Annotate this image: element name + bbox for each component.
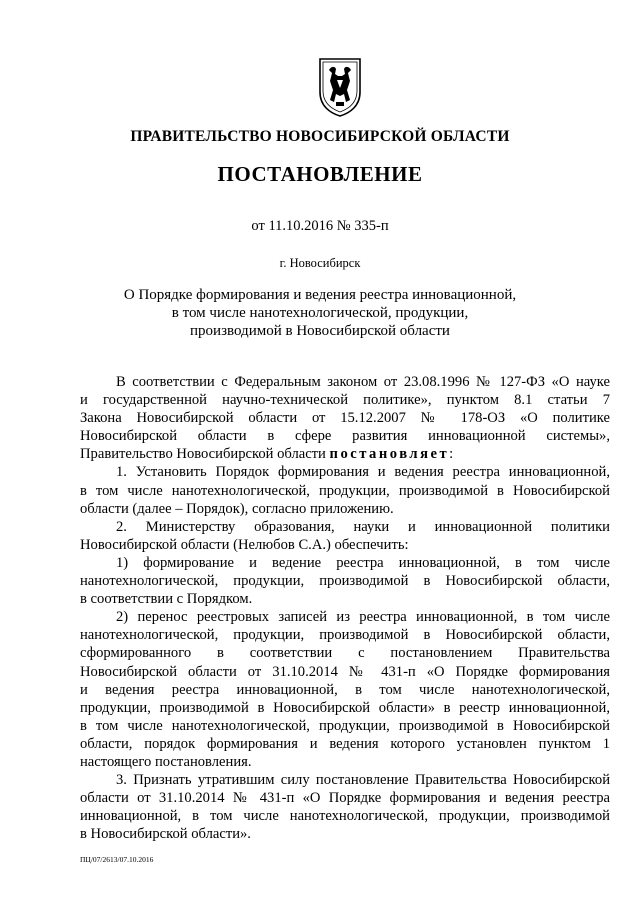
text-line: области (далее – Порядок), согласно приложению. (80, 500, 394, 517)
text-line: нанотехнологической, продукции, производимой в Новосибирской области, (80, 627, 610, 644)
paragraph-preamble (80, 373, 610, 463)
text-line: области от 31.10.2014 № 431-п «О Порядке формирования и ведения реестра (80, 790, 610, 807)
text-line: 2) перенос реестровых записей из реестра инновационной, в том числе (116, 609, 610, 626)
text-line: 1. Установить Порядок формирования и ведения реестра инновационной, (116, 464, 610, 481)
text-line: Новосибирской области (Нелюбов С.А.) обеспечить: (80, 536, 409, 553)
text-line: в том числе нанотехнологической, продукции, производимой в Новосибирской (80, 482, 610, 499)
text-line: нанотехнологической, продукции, производимой в Новосибирской области, (80, 573, 610, 590)
text-line: продукции, производимой в Новосибирской области» в реестр инновационной, (80, 699, 610, 716)
text-line: 2. Министерству образования, науки и инновационной политики (116, 518, 610, 535)
text-line: Новосибирской области в сфере развития инновационной системы», (80, 428, 610, 445)
text-fragment: : (449, 446, 454, 463)
document-title (0, 286, 640, 340)
title-line: в том числе нанотехнологической, продукции, (171, 305, 469, 321)
text-line: в Новосибирской области». (80, 826, 251, 843)
date-and-number: от 11.10.2016 № 335-п (251, 218, 389, 234)
footer-code: ПЦ/07/2613/07.10.2016 (80, 855, 154, 864)
text-fragment: Правительство Новосибирской области (80, 446, 330, 463)
text-line: в соответствии с Порядком. (80, 591, 253, 608)
paragraph-subitem-2 (80, 608, 610, 771)
text-line: настоящего постановления. (80, 753, 252, 770)
text-line: Новосибирской области от 31.10.2014 № 431-п «О Порядке формирования (80, 663, 610, 680)
paragraph-item-3 (80, 771, 610, 843)
text-line: инновационной, в том числе нанотехнологической, продукции, производимой (80, 808, 610, 825)
city: г. Новосибирск (279, 256, 361, 270)
organization-name: ПРАВИТЕЛЬСТВО НОВОСИБИРСКОЙ ОБЛАСТИ (130, 128, 510, 145)
paragraph-item-1 (80, 463, 610, 517)
paragraph-subitem-1 (80, 554, 610, 608)
document-body (80, 373, 610, 843)
title-line: производимой в Новосибирской области (190, 323, 450, 339)
emphasized-verb: постановляет (329, 446, 450, 463)
text-line: и государственной научно-технической политике», пунктом 8.1 статьи 7 (80, 392, 610, 409)
text-line: и ведения реестра инновационной, в том числе нанотехнологической, (80, 681, 610, 698)
title-line: О Порядке формирования и ведения реестра инновационной, (123, 287, 517, 303)
document-type: ПОСТАНОВЛЕНИЕ (217, 162, 423, 186)
paragraph-item-2 (80, 518, 610, 554)
text-line: В соответствии с Федеральным законом от 23.08.1996 № 127-ФЗ «О науке (116, 374, 610, 390)
text-line: 3. Признать утратившим силу постановление Правительства Новосибирской (116, 772, 610, 789)
text-line: в том числе нанотехнологической, продукции, производимой в Новосибирской (80, 717, 610, 734)
text-line: Закона Новосибирской области от 15.12.2007 № 178-ОЗ «О политике (80, 410, 610, 427)
text-line: 1) формирование и ведение реестра инновационной, в том числе (116, 554, 610, 571)
text-line: области, порядок формирования и ведения которого установлен пунктом 1 (80, 735, 610, 752)
text-line: сформированного в соответствии с постановлением Правительства (80, 645, 610, 662)
text-line (80, 445, 610, 463)
coat-of-arms-icon (317, 56, 363, 118)
